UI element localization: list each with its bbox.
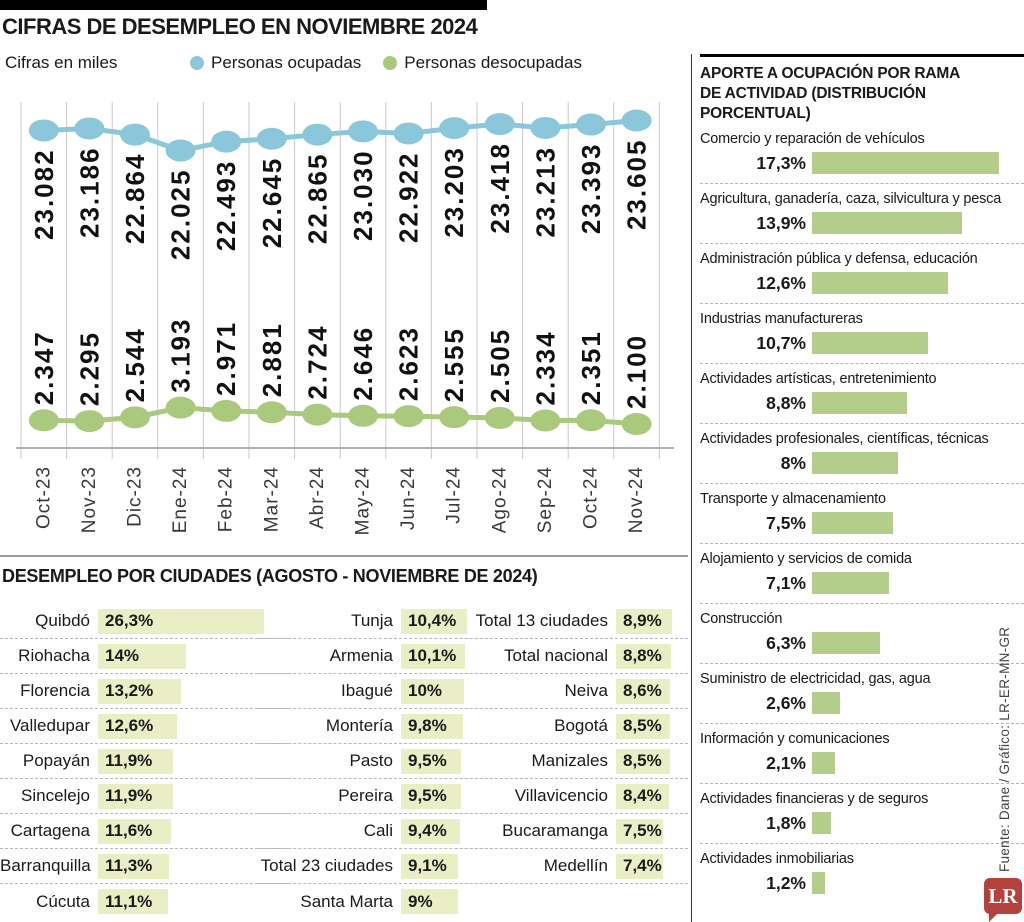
city-bar: 10,1% bbox=[401, 644, 465, 669]
city-row bbox=[455, 674, 688, 709]
month-label: Nov-23 bbox=[78, 466, 100, 534]
data-point bbox=[257, 401, 287, 423]
month-label: Oct-24 bbox=[580, 466, 602, 530]
city-row bbox=[455, 849, 688, 884]
city-label: Total 13 ciudades bbox=[475, 611, 608, 630]
rama-bar bbox=[812, 272, 948, 294]
city-bar: 9,5% bbox=[401, 784, 461, 809]
city-label: Armenia bbox=[329, 646, 393, 665]
rama-bar bbox=[812, 692, 840, 714]
rama-label: Comercio y reparación de vehículos bbox=[700, 131, 925, 148]
month-label: Dic-23 bbox=[124, 466, 146, 527]
data-point bbox=[576, 114, 606, 136]
rama-bar bbox=[812, 872, 825, 894]
city-label: Montería bbox=[325, 716, 393, 735]
month-label: May-24 bbox=[352, 466, 374, 536]
rama-bar bbox=[812, 752, 835, 774]
rama-label: Transporte y almacenamiento bbox=[700, 491, 886, 508]
month-label: Jun-24 bbox=[398, 466, 420, 531]
data-point bbox=[439, 406, 469, 428]
month-label: Mar-24 bbox=[261, 466, 283, 533]
rama-value: 17,3% bbox=[756, 152, 806, 173]
rama-label: Actividades financieras y de seguros bbox=[700, 791, 929, 808]
city-label: Pereira bbox=[338, 786, 393, 805]
rama-item bbox=[700, 244, 1024, 304]
rama-value: 1,8% bbox=[766, 812, 806, 833]
data-point bbox=[485, 113, 515, 135]
data-point bbox=[530, 117, 560, 139]
rama-value: 10,7% bbox=[756, 332, 806, 353]
city-row bbox=[0, 884, 288, 919]
legend-item-desocupadas bbox=[383, 53, 582, 73]
rama-bar-row bbox=[700, 391, 1024, 415]
city-row bbox=[455, 744, 688, 779]
city-row bbox=[0, 604, 288, 639]
data-point bbox=[211, 131, 241, 153]
value-label: 2.544 bbox=[120, 327, 150, 403]
city-label: Cali bbox=[363, 821, 393, 840]
rama-bar-row bbox=[700, 871, 1024, 895]
city-label: Santa Marta bbox=[300, 891, 393, 911]
city-bar: 13,2% bbox=[98, 679, 181, 704]
city-bar: 7,4% bbox=[616, 854, 663, 879]
data-point bbox=[302, 404, 332, 426]
rama-bar bbox=[812, 212, 962, 234]
rama-bar-row bbox=[700, 691, 1024, 715]
value-label: 23.418 bbox=[484, 142, 515, 234]
rama-bar bbox=[812, 152, 999, 174]
value-label: 22.922 bbox=[393, 151, 424, 244]
city-row bbox=[455, 604, 688, 639]
city-row bbox=[455, 814, 688, 849]
month-label: Abr-24 bbox=[306, 466, 328, 530]
rama-label: Información y comunicaciones bbox=[700, 731, 890, 748]
rama-item bbox=[700, 484, 1024, 544]
city-row bbox=[258, 884, 538, 919]
city-row bbox=[455, 639, 688, 674]
rama-item bbox=[700, 604, 1024, 664]
rama-item bbox=[700, 304, 1024, 364]
city-label: Riohacha bbox=[18, 646, 90, 665]
data-point bbox=[29, 409, 59, 431]
cities-column-1 bbox=[0, 604, 288, 919]
value-label: 23.213 bbox=[530, 145, 561, 238]
data-point bbox=[394, 122, 424, 144]
month-label: Ene-24 bbox=[170, 466, 192, 534]
rama-item bbox=[700, 124, 1024, 184]
value-label: 2.881 bbox=[256, 322, 287, 398]
vertical-divider bbox=[691, 54, 692, 922]
value-label: 2.347 bbox=[28, 330, 59, 406]
city-label: Villavicencio bbox=[514, 786, 608, 805]
city-row bbox=[0, 744, 288, 779]
value-label: 2.724 bbox=[302, 324, 333, 400]
city-row bbox=[455, 709, 688, 744]
value-label: 2.100 bbox=[621, 333, 652, 409]
city-label: Sincelejo bbox=[21, 786, 90, 805]
rama-value: 8,8% bbox=[766, 392, 806, 413]
value-label: 2.295 bbox=[74, 330, 105, 407]
value-label: 23.605 bbox=[621, 138, 652, 231]
value-label: 23.203 bbox=[439, 146, 470, 238]
city-bar: 11,1% bbox=[98, 889, 168, 914]
desocupadas-dot-icon bbox=[383, 56, 397, 70]
rama-bar bbox=[812, 812, 831, 834]
top-black-bar bbox=[0, 0, 487, 10]
city-bar: 9% bbox=[401, 889, 458, 914]
value-label: 23.082 bbox=[28, 148, 59, 240]
rama-value: 6,3% bbox=[766, 632, 806, 653]
rama-value: 13,9% bbox=[756, 212, 806, 233]
data-point bbox=[257, 128, 287, 150]
rama-value: 2,1% bbox=[766, 752, 806, 773]
month-label: Nov-24 bbox=[626, 466, 648, 534]
rama-bar-row bbox=[700, 811, 1024, 835]
value-label: 2.623 bbox=[393, 326, 424, 402]
rama-bar-row bbox=[700, 751, 1024, 775]
data-point bbox=[120, 406, 150, 428]
rama-item bbox=[700, 364, 1024, 424]
value-label: 2.505 bbox=[484, 327, 515, 403]
city-bar: 8,4% bbox=[616, 784, 669, 809]
rama-value: 12,6% bbox=[756, 272, 806, 293]
city-bar: 11,9% bbox=[98, 749, 173, 774]
value-label: 23.186 bbox=[74, 146, 105, 238]
rama-label: Suministro de electricidad, gas, agua bbox=[700, 671, 931, 688]
rama-bar-row bbox=[700, 331, 1024, 355]
rama-value: 2,6% bbox=[766, 692, 806, 713]
data-point bbox=[74, 410, 104, 432]
city-bar: 10% bbox=[401, 679, 464, 704]
value-label: 2.351 bbox=[576, 330, 606, 406]
data-point bbox=[74, 117, 104, 139]
rama-label: Construcción bbox=[700, 611, 783, 628]
rama-bar-row bbox=[700, 271, 1024, 295]
data-point bbox=[622, 413, 652, 435]
data-point bbox=[576, 409, 606, 431]
value-label: 2.555 bbox=[439, 327, 470, 403]
ramas-title bbox=[700, 54, 1024, 124]
city-bar: 11,3% bbox=[98, 854, 169, 879]
employment-line-chart bbox=[0, 88, 690, 550]
city-bar: 9,1% bbox=[401, 854, 458, 879]
data-point bbox=[29, 119, 59, 141]
source-credit: Fuente: Dane / Gráfico: LR-ER-MN-GR bbox=[997, 626, 1012, 872]
rama-item bbox=[700, 784, 1024, 844]
rama-item bbox=[700, 844, 1024, 903]
rama-label: Industrias manufactureras bbox=[700, 311, 863, 328]
cities-column-3 bbox=[455, 604, 688, 884]
rama-value: 1,2% bbox=[766, 872, 806, 893]
city-bar: 9,8% bbox=[401, 714, 463, 739]
data-point bbox=[166, 397, 196, 419]
city-bar: 11,6% bbox=[98, 819, 171, 844]
value-label: 23.393 bbox=[576, 142, 606, 235]
rama-item bbox=[700, 184, 1024, 244]
rama-bar-row bbox=[700, 511, 1024, 535]
legend-label-ocupadas: Personas ocupadas bbox=[211, 53, 362, 72]
rama-item bbox=[700, 544, 1024, 604]
data-point bbox=[439, 117, 469, 139]
rama-label: Alojamiento y servicios de comida bbox=[700, 551, 912, 568]
value-label: 23.030 bbox=[348, 149, 378, 241]
page-title: CIFRAS DE DESEMPLEO EN NOVIEMBRE 2024 bbox=[2, 14, 478, 39]
rama-item bbox=[700, 724, 1024, 784]
rama-value: 8% bbox=[780, 452, 806, 473]
ocupadas-dot-icon bbox=[190, 56, 204, 70]
month-label: Feb-24 bbox=[215, 466, 237, 533]
month-label: Jul-24 bbox=[443, 466, 465, 524]
data-point bbox=[302, 124, 332, 146]
value-label: 3.193 bbox=[165, 317, 196, 393]
city-label: Valledupar bbox=[9, 716, 90, 735]
city-label: Bogotá bbox=[554, 716, 608, 735]
city-label: Bucaramanga bbox=[502, 821, 608, 840]
city-label: Barranquilla bbox=[0, 856, 91, 875]
city-label: Neiva bbox=[564, 681, 608, 700]
cities-grid bbox=[0, 604, 690, 922]
lr-logo-text: LR bbox=[988, 883, 1018, 908]
data-point bbox=[622, 110, 652, 132]
section-divider bbox=[0, 555, 688, 557]
city-label: Tunja bbox=[351, 611, 393, 630]
city-bar: 8,5% bbox=[616, 749, 670, 774]
city-label: Pasto bbox=[349, 751, 393, 770]
data-point bbox=[530, 409, 560, 431]
city-row bbox=[0, 674, 288, 709]
month-label: Ago-24 bbox=[489, 466, 511, 534]
legend-units: Cifras en miles bbox=[5, 53, 118, 72]
rama-bar bbox=[812, 572, 889, 594]
city-bar: 7,5% bbox=[616, 819, 663, 844]
data-point bbox=[348, 405, 378, 427]
city-label: Quibdó bbox=[35, 611, 90, 630]
city-label: Florencia bbox=[20, 681, 90, 700]
ramas-sidebar bbox=[700, 54, 1024, 922]
rama-bar-row bbox=[700, 631, 1024, 655]
value-label: 22.865 bbox=[302, 152, 333, 245]
data-point bbox=[485, 407, 515, 429]
city-row bbox=[0, 779, 288, 814]
city-label: Total nacional bbox=[504, 646, 608, 665]
rama-bar bbox=[812, 632, 880, 654]
data-point bbox=[348, 120, 378, 142]
month-label: Oct-23 bbox=[33, 466, 55, 530]
value-label: 2.971 bbox=[211, 320, 242, 396]
city-label: Manizales bbox=[531, 751, 608, 770]
cities-title: DESEMPLEO POR CIUDADES (AGOSTO - NOVIEMBRE DE 2024) bbox=[2, 566, 538, 586]
city-bar: 11,9% bbox=[98, 784, 173, 809]
data-point bbox=[211, 400, 241, 422]
rama-bar bbox=[812, 512, 893, 534]
city-bar: 14% bbox=[98, 644, 186, 669]
rama-value: 7,5% bbox=[766, 512, 806, 533]
city-bar: 9,4% bbox=[401, 819, 460, 844]
value-label: 2.334 bbox=[530, 330, 561, 406]
rama-bar-row bbox=[700, 151, 1024, 175]
city-label: Cúcuta bbox=[36, 891, 90, 911]
city-bar: 12,6% bbox=[98, 714, 177, 739]
value-label: 2.646 bbox=[348, 325, 378, 401]
city-row bbox=[0, 849, 288, 884]
city-bar: 26,3% bbox=[98, 609, 264, 634]
rama-item bbox=[700, 424, 1024, 484]
rama-item bbox=[700, 664, 1024, 724]
data-point bbox=[166, 140, 196, 162]
legend-label-desocupadas: Personas desocupadas bbox=[404, 53, 582, 72]
rama-bar bbox=[812, 392, 907, 414]
rama-bar-row bbox=[700, 211, 1024, 235]
ramas-title-line1: APORTE A OCUPACIÓN POR RAMA bbox=[700, 65, 961, 82]
legend-item-ocupadas bbox=[190, 53, 361, 73]
value-label: 22.025 bbox=[165, 168, 196, 261]
city-bar: 8,9% bbox=[616, 609, 672, 634]
city-bar: 9,5% bbox=[401, 749, 461, 774]
data-point bbox=[120, 124, 150, 146]
city-bar: 10,4% bbox=[401, 609, 467, 634]
rama-label: Actividades artísticas, entretenimiento bbox=[700, 371, 937, 388]
city-bar: 8,5% bbox=[616, 714, 670, 739]
rama-bar bbox=[812, 452, 898, 474]
value-label: 22.645 bbox=[256, 156, 287, 249]
city-label: Total 23 ciudades bbox=[260, 856, 393, 875]
ramas-list bbox=[700, 124, 1024, 903]
city-row bbox=[455, 779, 688, 814]
city-label: Cartagena bbox=[10, 821, 90, 840]
rama-label: Actividades inmobiliarias bbox=[700, 851, 854, 868]
city-row bbox=[0, 639, 288, 674]
value-label: 22.493 bbox=[211, 159, 242, 252]
rama-label: Agricultura, ganadería, caza, silvicultura y pesca bbox=[700, 191, 1002, 208]
city-bar: 8,6% bbox=[616, 679, 670, 704]
city-bar: 8,8% bbox=[616, 644, 671, 669]
chart-legend bbox=[5, 53, 604, 73]
lr-logo bbox=[984, 878, 1022, 914]
value-label: 22.864 bbox=[120, 152, 150, 245]
city-row bbox=[0, 814, 288, 849]
rama-bar bbox=[812, 332, 928, 354]
city-label: Ibagué bbox=[341, 681, 393, 700]
month-label: Sep-24 bbox=[534, 466, 556, 534]
city-label: Medellín bbox=[543, 856, 608, 875]
rama-bar-row bbox=[700, 451, 1024, 475]
rama-label: Actividades profesionales, científicas, técnicas bbox=[700, 431, 989, 448]
rama-bar-row bbox=[700, 571, 1024, 595]
ramas-title-line2: DE ACTIVIDAD (DISTRIBUCIÓN PORCENTUAL) bbox=[700, 85, 926, 123]
rama-label: Administración pública y defensa, educación bbox=[700, 251, 978, 268]
rama-value: 7,1% bbox=[766, 572, 806, 593]
data-point bbox=[394, 405, 424, 427]
city-label: Popayán bbox=[22, 751, 90, 770]
city-row bbox=[0, 709, 288, 744]
